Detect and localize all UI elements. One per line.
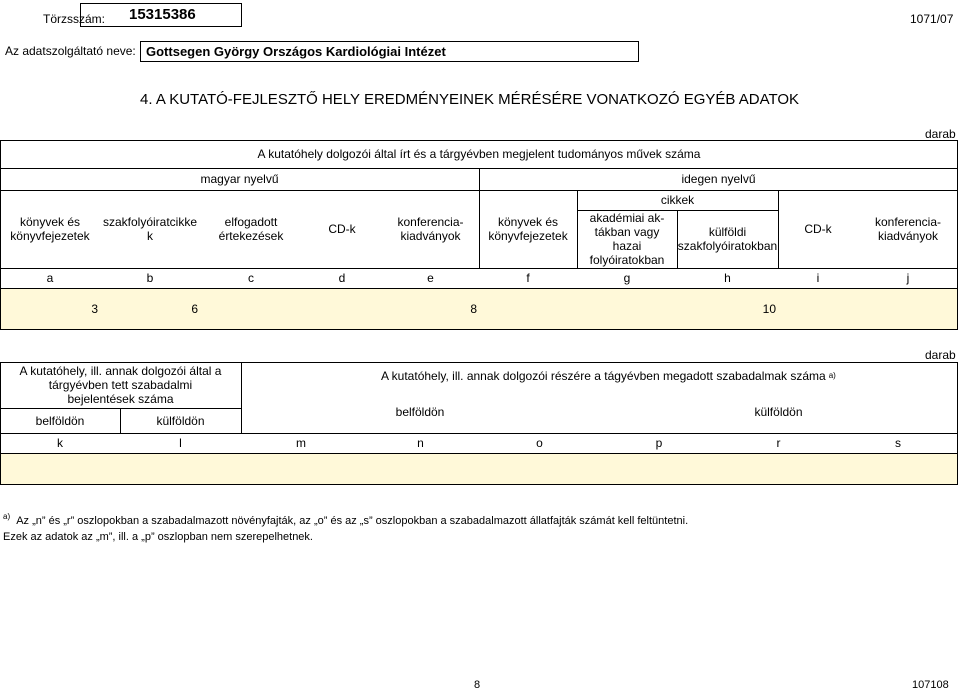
value-b-cell[interactable]: [100, 288, 200, 330]
col-c-header: elfogadott értekezések: [218, 215, 284, 243]
value-g-cell[interactable]: [577, 288, 677, 330]
subgroup-cikkek: cikkek: [660, 193, 695, 207]
letter-c: c: [248, 271, 254, 285]
letter-m: m: [296, 436, 306, 450]
footnote-text-1: Az „n” és „r” oszlopokban a szabadalmazott növényfajták, az „o” és az „s” oszlopokban a szabadalmazott állatfajták számát kell feltüntetni.: [16, 514, 689, 527]
table2-left-header: A kutatóhely, ill. annak dolgozói által a tárgyévben tett szabadalmi bejelentések száma: [19, 364, 222, 406]
letter-e: e: [427, 271, 434, 285]
letter-i: i: [816, 271, 820, 285]
footnote: [3, 509, 953, 545]
table2-left-foreign: külföldön: [156, 413, 205, 428]
torzsszam-field[interactable]: [80, 3, 242, 27]
value-f-cell[interactable]: [479, 288, 577, 330]
value-a: 3: [91, 302, 98, 316]
doc-code: 107108: [912, 679, 949, 691]
value-h-cell[interactable]: [677, 288, 778, 330]
table2-right-foreign: külföldön: [754, 405, 803, 419]
col-j-header: konferencia-kiadványok: [874, 215, 942, 243]
group-hungarian: magyar nyelvű: [200, 172, 279, 186]
letter-d: d: [338, 271, 346, 285]
group-foreign: idegen nyelvű: [681, 172, 756, 186]
form-code: 1071/07: [910, 12, 954, 26]
value-p-cell[interactable]: [599, 453, 719, 485]
table2-right-domestic: belföldön: [395, 405, 445, 419]
letter-n: n: [417, 436, 424, 450]
page-number: 8: [474, 679, 481, 691]
col-e-header: konferencia-kiadványok: [397, 215, 464, 243]
value-b: 6: [191, 302, 198, 316]
table2-right-header-text: A kutatóhely, ill. annak dolgozói részére a tágyévben megadott szabadalmak száma: [381, 369, 826, 383]
section-title: 4. A KUTATÓ-FEJLESZTŐ HELY EREDMÉNYEINEK MÉRÉSÉRE VONATKOZÓ EGYÉB ADATOK: [140, 91, 800, 108]
letter-r: r: [776, 436, 781, 450]
table1-unit: darab: [925, 127, 956, 141]
letter-b: b: [146, 271, 154, 285]
value-o-cell[interactable]: [480, 453, 599, 485]
table2-unit: darab: [925, 348, 956, 362]
value-l-cell[interactable]: [120, 453, 241, 485]
col-g-header: akadémiai ak-tákban vagy hazai folyóiratokban: [589, 211, 665, 267]
provider-field[interactable]: [140, 41, 639, 62]
footnote-line-1: [3, 509, 953, 529]
value-c-cell[interactable]: [200, 288, 302, 330]
footnote-line-2: Ezek az adatok az „m”, ill. a „p” oszlopban nem szerepelhetnek.: [3, 530, 313, 543]
value-k-cell[interactable]: [0, 453, 120, 485]
table2-right-header-sup: a): [828, 371, 836, 380]
provider-label: Az adatszolgáltató neve:: [5, 44, 136, 58]
value-h: 10: [762, 302, 776, 316]
col-b-header: szakfolyóiratcikke k: [102, 215, 198, 243]
value-e: 8: [470, 302, 477, 316]
letter-g: g: [623, 271, 631, 285]
col-f-header: könyvek és könyvfejezetek: [488, 215, 568, 243]
col-a-header: könyvek és könyvfejezetek: [10, 215, 90, 243]
provider-value: Gottsegen György Országos Kardiológiai Intézet: [146, 44, 446, 59]
value-r-cell[interactable]: [719, 453, 838, 485]
torzsszam-label: Törzsszám:: [43, 12, 106, 26]
letter-h: h: [724, 271, 731, 285]
torzsszam-value: 15315386: [129, 6, 196, 23]
value-d-cell[interactable]: [302, 288, 382, 330]
value-m-cell[interactable]: [241, 453, 361, 485]
letter-a: a: [46, 271, 54, 285]
letter-p: p: [655, 436, 663, 450]
footnote-marker: a): [3, 512, 11, 521]
col-h-header: külföldi szakfolyóiratokban: [677, 225, 778, 253]
letter-k: k: [57, 436, 63, 450]
value-a-cell[interactable]: [0, 288, 100, 330]
table2-right-header: [241, 362, 958, 390]
value-n-cell[interactable]: [361, 453, 480, 485]
value-j-cell[interactable]: [858, 288, 958, 330]
letter-o: o: [536, 436, 543, 450]
letter-j: j: [906, 271, 910, 285]
letter-s: s: [895, 436, 901, 450]
value-e-cell[interactable]: [382, 288, 479, 330]
letter-f: f: [526, 271, 530, 285]
col-d-header: CD-k: [328, 222, 356, 236]
col-i-header: CD-k: [804, 222, 832, 236]
letter-l: l: [179, 436, 182, 450]
table2-left-domestic: belföldön: [35, 413, 85, 428]
value-i-cell[interactable]: [778, 288, 858, 330]
value-s-cell[interactable]: [838, 453, 958, 485]
table1-top-header: A kutatóhely dolgozói által írt és a tárgyévben megjelent tudományos művek száma: [257, 147, 701, 161]
